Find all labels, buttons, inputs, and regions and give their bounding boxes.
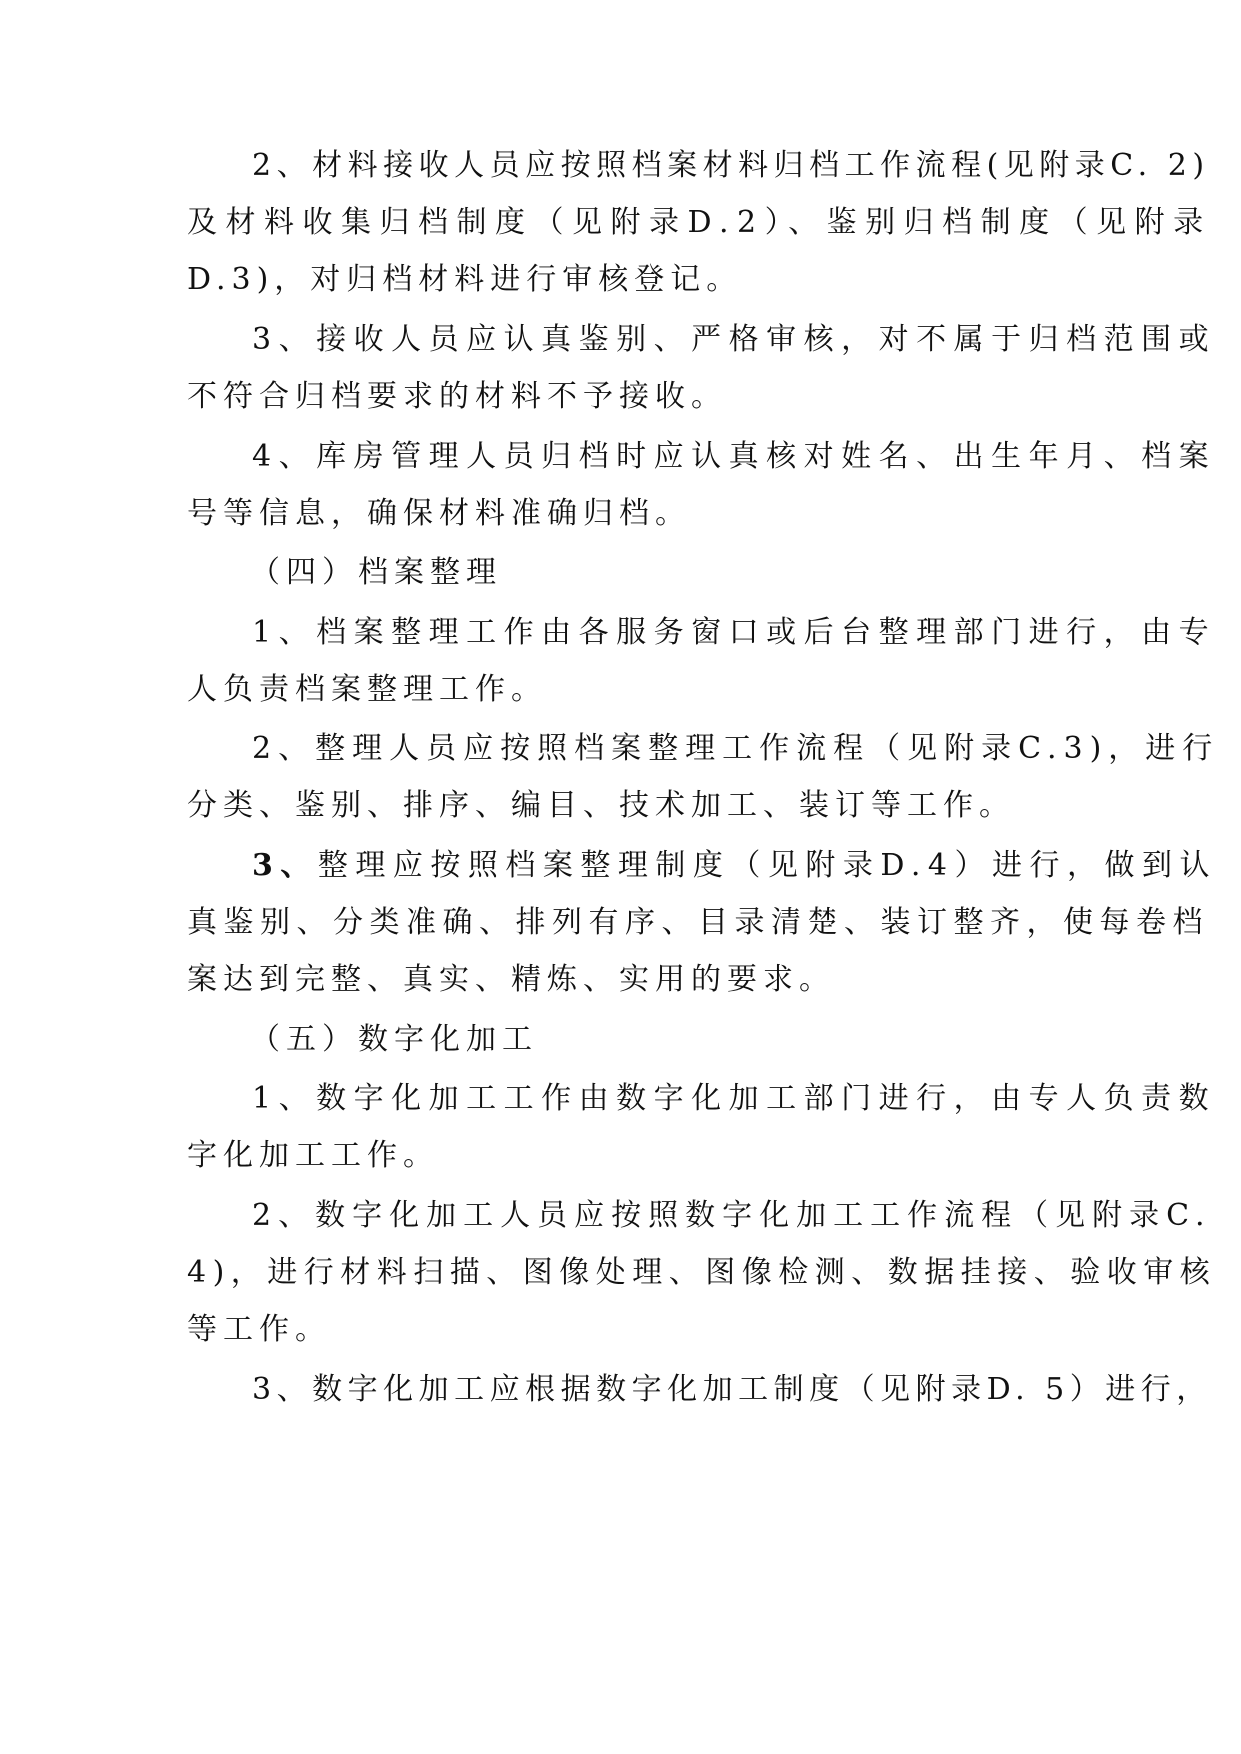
paragraph-line [252,846,1217,886]
paragraph-number: 3、 [252,848,318,883]
section-heading: （五）数字化加工 [250,1022,538,1057]
paragraph-text: 整理应按照档案整理制度（见附录D.4）进行，做到认 [317,848,1217,883]
paragraph-line: 案达到完整、真实、精炼、实用的要求。 [187,962,835,997]
paragraph-line: 人负责档案整理工作。 [187,672,547,707]
paragraph-line: 字化加工工作。 [187,1138,439,1173]
paragraph-line: 4)，进行材料扫描、图像处理、图像检测、数据挂接、验收审核 [187,1255,1217,1290]
paragraph-line: 号等信息，确保材料准确归档。 [187,496,691,531]
paragraph-line: 3、数字化加工应根据数字化加工制度（见附录D. 5）进行， [252,1372,1212,1407]
paragraph-line: 等工作。 [187,1312,331,1347]
paragraph-line: 不符合归档要求的材料不予接收。 [187,379,727,414]
paragraph-line: 2、整理人员应按照档案整理工作流程（见附录C.3)，进行 [252,731,1220,766]
paragraph-line: 2、材料接收人员应按照档案材料归档工作流程(见附录C. 2) [252,148,1210,183]
paragraph-line: 及材料收集归档制度（见附录D.2）、鉴别归档制度（见附录 [187,205,1212,240]
paragraph-line: 1、档案整理工作由各服务窗口或后台整理部门进行，由专 [252,615,1217,650]
paragraph-line: D.3)，对归档材料进行审核登记。 [187,262,743,297]
paragraph-line: 4、库房管理人员归档时应认真核对姓名、出生年月、档案 [252,439,1217,474]
paragraph-line: 3、接收人员应认真鉴别、严格审核，对不属于归档范围或 [252,322,1217,357]
paragraph-line: 2、数字化加工人员应按照数字化加工工作流程（见附录C. [252,1198,1212,1233]
section-heading: （四）档案整理 [250,555,502,590]
paragraph-line: 真鉴别、分类准确、排列有序、目录清楚、装订整齐，使每卷档 [187,905,1209,940]
paragraph-line: 1、数字化加工工作由数字化加工部门进行，由专人负责数 [252,1081,1217,1116]
paragraph-line: 分类、鉴别、排序、编目、技术加工、装订等工作。 [187,788,1015,823]
